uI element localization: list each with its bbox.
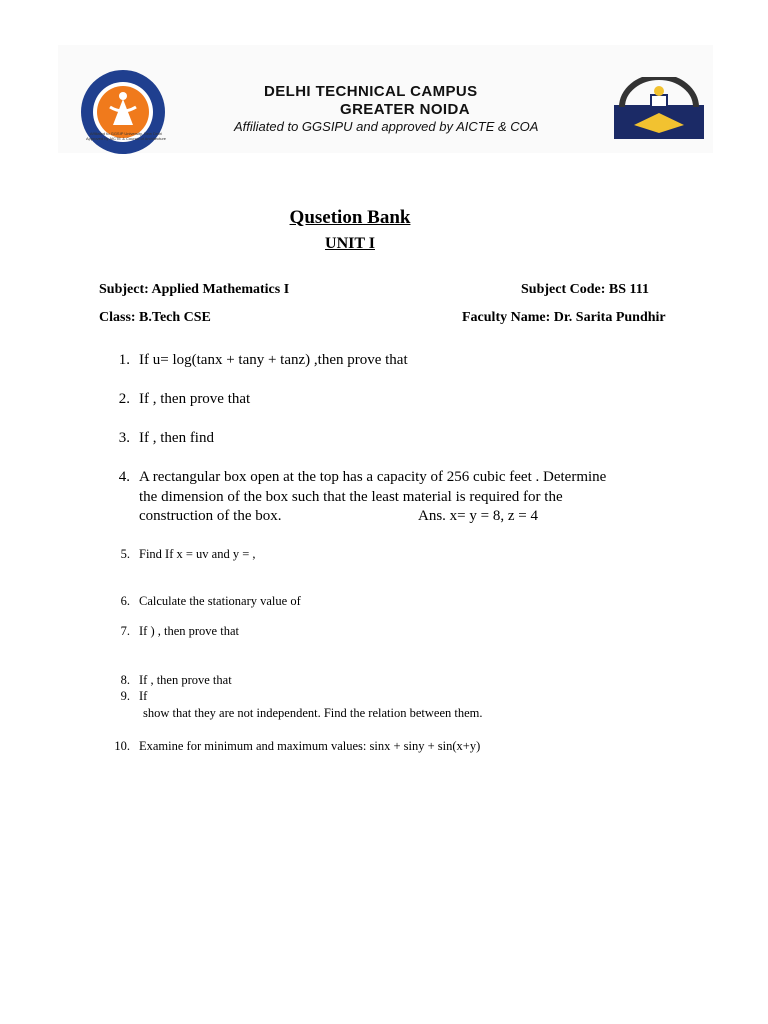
faculty-name: Faculty Name: Dr. Sarita Pundhir: [462, 310, 666, 325]
question-number: 8.: [120, 673, 130, 687]
question-text: Find If x = uv and y = ,: [139, 547, 256, 561]
question-number: 6.: [120, 594, 130, 608]
question-number: 5.: [120, 547, 130, 561]
question-number: 9.: [120, 689, 130, 703]
question-number: 7.: [120, 624, 130, 638]
question-text: Calculate the stationary value of: [139, 594, 301, 608]
question-text: If ) , then prove that: [139, 624, 239, 638]
dtc-logo: [80, 69, 166, 155]
question-text: If , then find: [139, 430, 214, 446]
question-number: 4.: [118, 469, 130, 485]
question-text: If u= log(tanx + tany + tanz) ,then prove that: [139, 352, 408, 368]
question-number: 3.: [118, 430, 130, 446]
subject-label: Subject: Applied Mathematics I: [99, 282, 290, 297]
question-number: 2.: [118, 391, 130, 407]
question-text: A rectangular box open at the top has a capacity of 256 cubic feet . Determine the dimension of the box such that the least material is required for the construction of the box. Ans. x= y = 8, z = 4: [139, 469, 607, 524]
letterhead: [58, 45, 713, 153]
question-text: If: [139, 689, 148, 703]
question-number: 10.: [114, 739, 130, 753]
question-text: If , then prove that: [139, 673, 232, 687]
question-text: Examine for minimum and maximum values: sinx + siny + sin(x+y): [139, 739, 481, 753]
question-number: 1.: [118, 352, 130, 368]
document-title: Qusetion Bank: [289, 207, 411, 228]
answer: Ans. x= y = 8, z = 4: [418, 508, 538, 524]
question-text: If , then prove that: [139, 391, 251, 407]
class-label: Class: B.Tech CSE: [99, 310, 211, 325]
institution-name: DELHI TECHNICAL CAMPUS: [264, 83, 478, 100]
logo-caption: Affiliated to GGSIP University, New Delhi Approved by AICTE & Council of Architecture: [85, 131, 167, 141]
unit-heading: UNIT I: [325, 235, 375, 252]
question-subtext: show that they are not independent. Find the relation between them.: [143, 706, 483, 720]
subject-code: Subject Code: BS 111: [521, 282, 649, 297]
ggsipu-logo: [614, 77, 704, 139]
institution-location: GREATER NOIDA: [340, 101, 470, 118]
affiliation-text: Affiliated to GGSIPU and approved by AICTE & COA: [234, 119, 539, 134]
